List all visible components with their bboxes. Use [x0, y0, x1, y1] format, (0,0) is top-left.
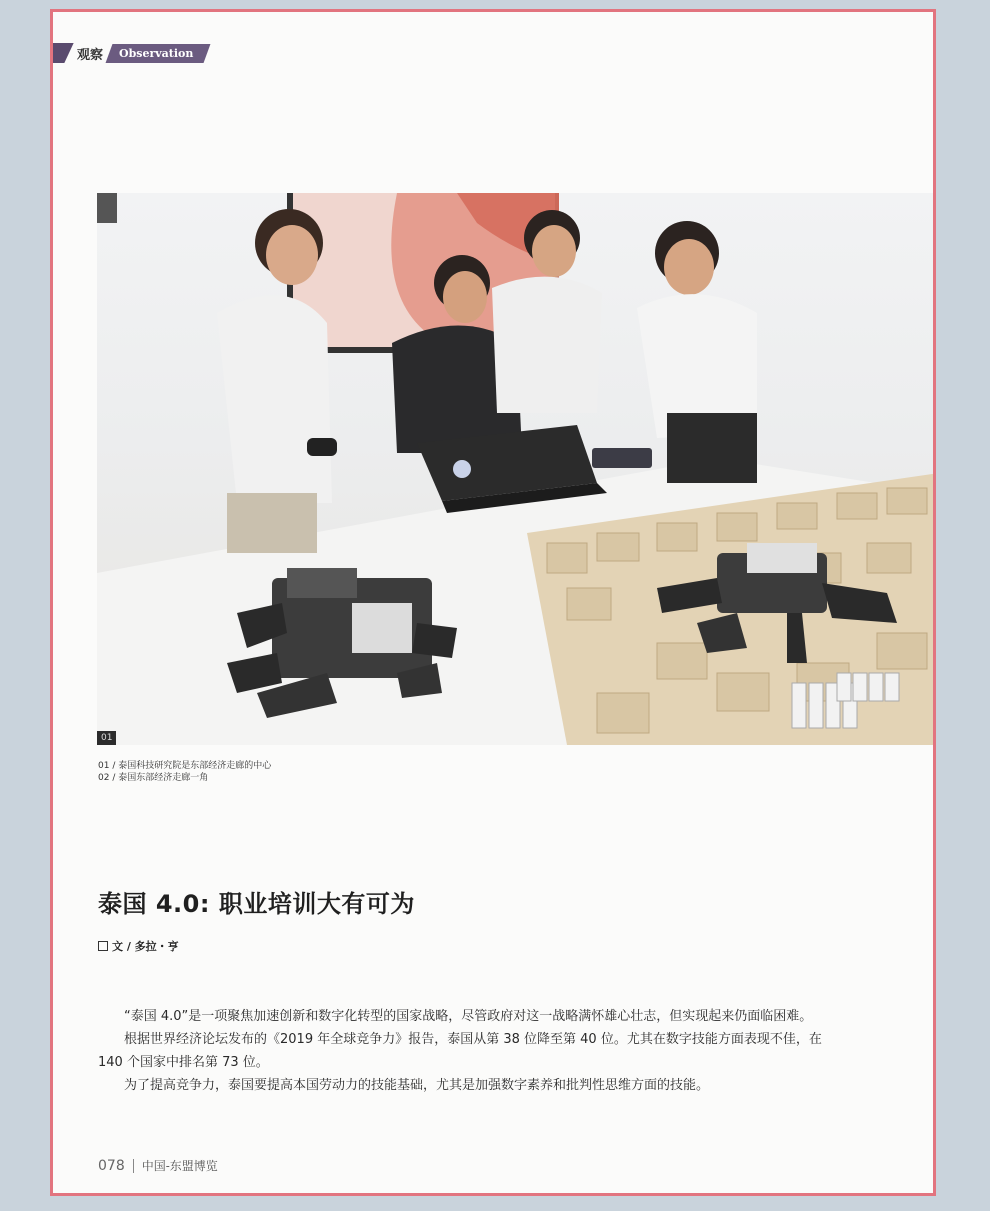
section-stripe	[50, 43, 74, 63]
photo-number: 01	[97, 731, 116, 745]
magazine-name: 中国-东盟博览	[141, 1159, 218, 1173]
section-header	[53, 42, 207, 64]
page-footer	[98, 1157, 218, 1174]
article-body	[98, 1005, 833, 1097]
magazine-page	[50, 9, 936, 1196]
page-number: 078	[98, 1157, 125, 1174]
section-title-en-badge	[106, 44, 211, 63]
section-title-en: Observation	[119, 46, 194, 60]
article-paragraph: 根据世界经济论坛发布的《2019 年全球竞争力》报告，泰国从第 38 位降至第 40 位。尤其在数字技能方面表现不佳，在 140 个国家中排名第 73 位。	[98, 1032, 822, 1070]
caption-line: 02 / 泰国东部经济走廊一角	[98, 773, 209, 783]
byline-square-icon	[98, 941, 108, 951]
byline-text: 文 / 多拉・亨	[112, 940, 179, 953]
caption-line: 01 / 泰国科技研究院是东部经济走廊的中心	[98, 761, 272, 771]
photo-illustration	[97, 193, 936, 745]
photo-captions	[98, 760, 271, 784]
article-byline	[98, 938, 179, 954]
section-title-cn: 观察	[77, 47, 104, 63]
footer-divider	[133, 1159, 134, 1173]
article-photo	[97, 193, 936, 745]
article-paragraph: “泰国 4.0”是一项聚焦加速创新和数字化转型的国家战略，尽管政府对这一战略满怀雄心壮志，但实现起来仍面临困难。	[124, 1009, 813, 1024]
article-paragraph: 为了提高竞争力，泰国要提高本国劳动力的技能基础，尤其是加强数字素养和批判性思维方面的技能。	[124, 1078, 710, 1093]
article-title: 泰国 4.0: 职业培训大有可为	[98, 890, 415, 918]
